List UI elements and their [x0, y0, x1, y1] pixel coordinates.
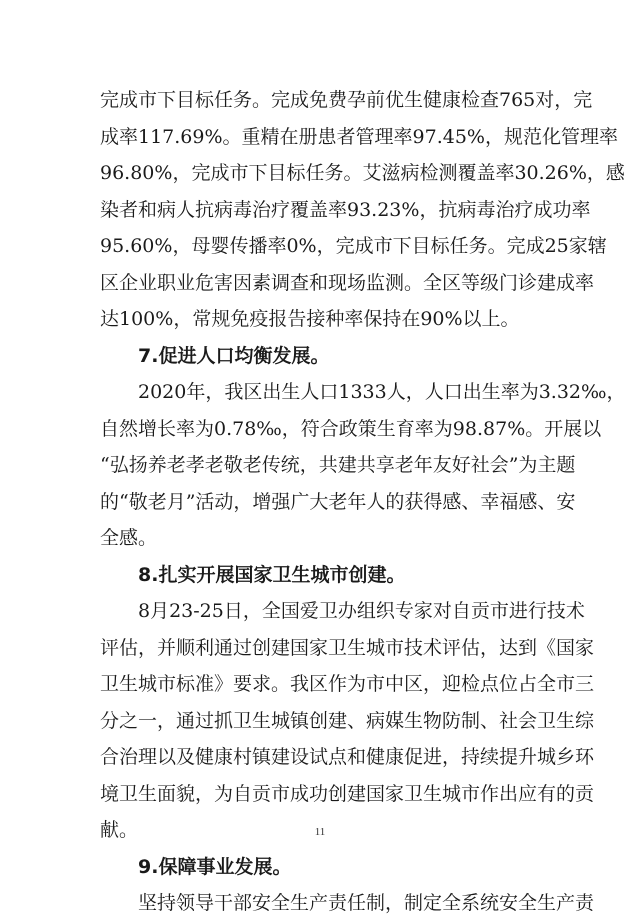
section-heading-8: 8.扎实开展国家卫生城市创建。: [138, 563, 406, 586]
body-line-7: 达100%，常规免疫报告接种率保持在90%以上。: [100, 308, 520, 330]
body-line-16: 评估，并顺利通过创建国家卫生城市技术评估，达到《国家: [100, 636, 595, 659]
body-line-20: 境卫生面貌，为自贡市成功创建国家卫生城市作出应有的贡: [100, 782, 595, 805]
body-line-6: 区企业职业危害因素调查和现场监测。全区等级门诊建成率: [100, 271, 595, 294]
body-line-9: 2020年，我区出生人口1333人，人口出生率为3.32‰，: [138, 381, 626, 403]
section-heading-9: 9.保障事业发展。: [138, 855, 292, 878]
body-line-18: 分之一，通过抓卫生城镇创建、病媒生物防制、社会卫生综: [100, 709, 595, 732]
body-line-11: “弘扬养老孝老敬老传统，共建共享老年友好社会”为主题: [100, 454, 576, 476]
body-line-12: 的“敬老月”活动，增强广大老年人的获得感、幸福感、安: [100, 490, 576, 513]
section-heading-7: 7.促进人口均衡发展。: [138, 344, 330, 367]
body-line-23: 坚持领导干部安全生产责任制，制定全系统安全生产责: [138, 892, 595, 914]
body-line-3: 96.80%，完成市下目标任务。艾滋病检测覆盖率30.26%，感: [100, 162, 625, 184]
body-line-13: 全感。: [100, 527, 158, 549]
body-line-19: 合治理以及健康村镇建设试点和健康促进，持续提升城乡环: [100, 746, 595, 768]
body-line-2: 成率117.69%。重精在册患者管理率97.45%，规范化管理率: [100, 125, 618, 148]
body-line-4: 染者和病人抗病毒治疗覆盖率93.23%，抗病毒治疗成功率: [100, 198, 591, 221]
body-line-15: 8月23-25日，全国爱卫办组织专家对自贡市进行技术: [138, 600, 585, 622]
body-line-1: 完成市下目标任务。完成免费孕前优生健康检查765对，完: [100, 89, 593, 111]
body-line-17: 卫生城市标准》要求。我区作为市中区，迎检点位占全市三: [100, 673, 595, 695]
body-line-10: 自然增长率为0.78‰，符合政策生育率为98.87%。开展以: [100, 417, 602, 440]
body-line-21: 献。: [100, 819, 139, 841]
body-line-5: 95.60%，母婴传播率0%，完成市下目标任务。完成25家辖: [100, 235, 607, 257]
page-number: 11: [314, 826, 326, 838]
document-body: [100, 82, 626, 922]
